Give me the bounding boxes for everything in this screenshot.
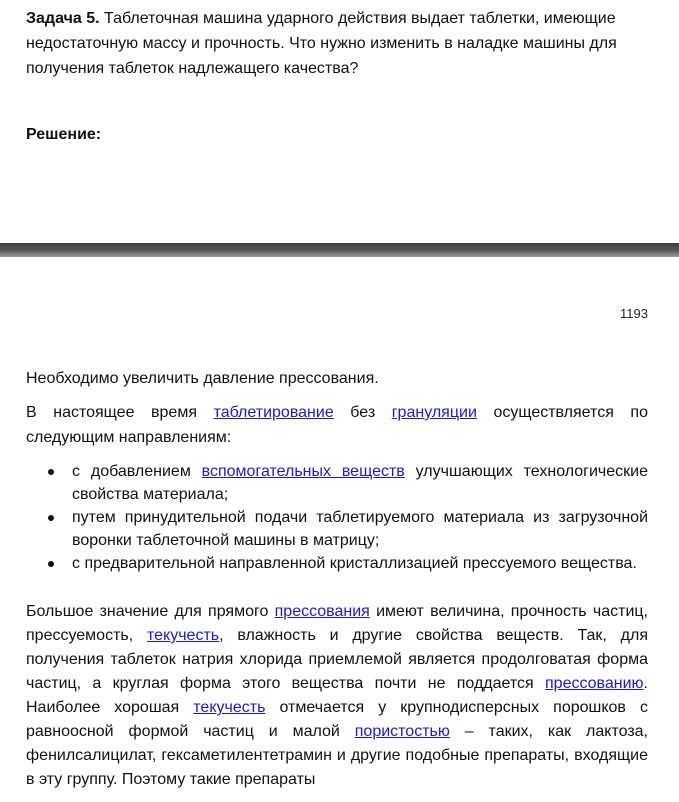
text: , влажность и другие свойства веществ. Так, для получения таблеток натрия хлорида приемлемой является продолговатая форма частиц, а круглая форма этого вещества почти не поддается: [26, 627, 648, 692]
text: путем принудительной подачи таблетируемого материала из загрузочной воронки таблеточной машины в матрицу;: [72, 509, 648, 549]
list-item: [48, 460, 648, 506]
task-statement: [26, 6, 656, 81]
link-flowability-2[interactable]: текучесть: [193, 699, 266, 716]
link-flowability[interactable]: текучесть: [146, 627, 220, 644]
methods-list: [48, 460, 648, 575]
text: с предварительной направленной кристаллизацией прессуемого вещества.: [72, 555, 637, 572]
text: – таких, как лактоза, фенилсалицилат, гексаметилентетрамин и другие подобные препараты, входящие в эту группу. Поэтому такие препараты: [26, 723, 648, 788]
text: улучшающих технологические свойства материала;: [72, 463, 648, 503]
link-porosity[interactable]: пористостью: [354, 723, 450, 740]
link-tabletting[interactable]: таблетирование: [213, 404, 334, 421]
answer-paragraph: Необходимо увеличить давление прессования.: [26, 370, 379, 387]
text: имеют величина, прочность частиц, прессуемость,: [26, 603, 648, 644]
link-excipients[interactable]: вспомогательных веществ: [201, 463, 405, 480]
methods-paragraph: [26, 400, 648, 450]
list-item: [48, 506, 648, 552]
text: отмечается у крупнодисперсных порошков с равноосной формой частиц и малой: [26, 699, 648, 740]
task-label: Задача 5.: [26, 10, 100, 27]
text: осуществляется по следующим направлениям:: [26, 404, 648, 446]
link-pressing-2[interactable]: прессованию: [545, 675, 644, 692]
link-pressing[interactable]: прессования: [274, 603, 370, 620]
solution-label: Решение:: [26, 126, 102, 143]
properties-paragraph: [26, 600, 648, 792]
list-item: [48, 552, 648, 575]
text: без: [333, 404, 392, 421]
text: В настоящее время: [26, 404, 214, 421]
bullet-icon: [48, 515, 54, 521]
page-number: 1193: [620, 306, 648, 321]
bullet-icon: [48, 469, 54, 475]
text: Большое значение для прямого: [26, 603, 275, 620]
task-text: Таблеточная машина ударного действия выдает таблетки, имеющие недостаточную массу и прочность. Что нужно изменить в наладке машины для получения таблеток надлежащего качества?: [26, 10, 617, 77]
text: с добавлением: [72, 463, 202, 480]
text: . Наиболее хорошая: [26, 675, 648, 716]
bullet-icon: [48, 561, 54, 567]
page-separator: [0, 243, 679, 257]
link-granulation[interactable]: грануляции: [391, 404, 477, 421]
